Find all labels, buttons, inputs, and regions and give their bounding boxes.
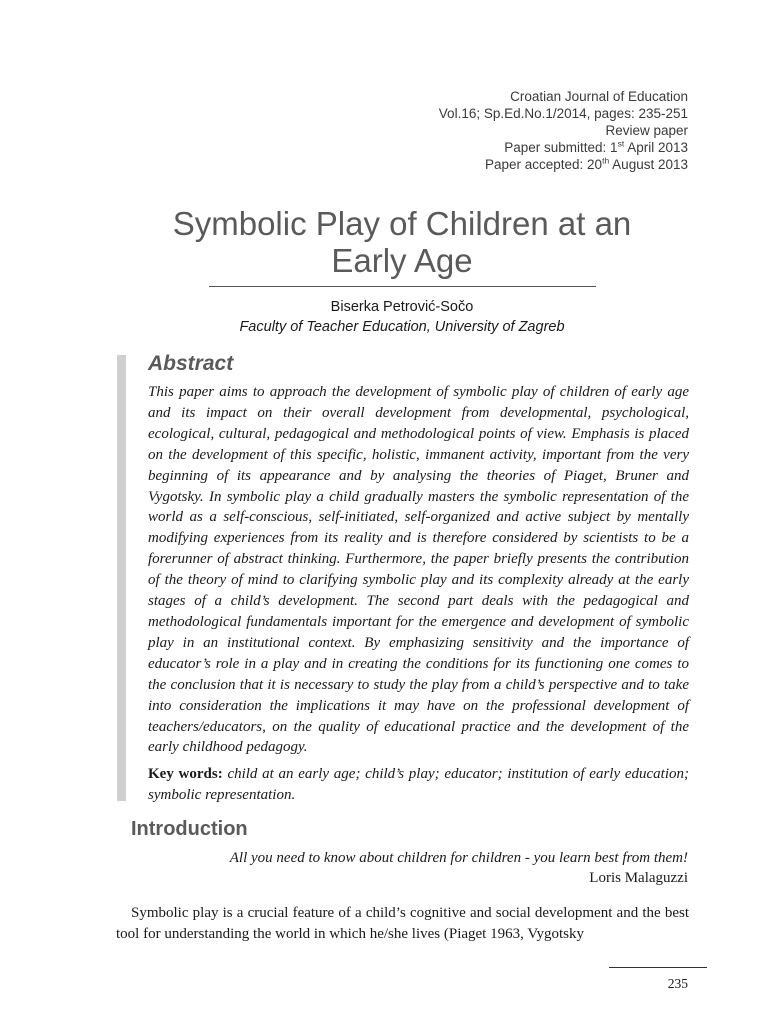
abstract-text: This paper aims to approach the development of symbolic play of children of early age and its impact on their overall development from developmental, psychological, ecological, cultural, pedagogical and methodological points of view. Emphasis is placed on the development of this specific, holistic, immanent activity, important from the very beginning of its appearance and by analysing the theories of Piaget, Bruner and Vygotsky. In symbolic play a child gradually masters the symbolic representation of the world as a self-conscious, self-initiated, self-organized and active subject by mentally modifying experiences from its reality and is therefore considered by scientists to be a forerunner of abstract thinking. Furthermore, the paper briefly presents the contribution of the theory of mind to clarifying symbolic play and its complexity already at the early stages of a child’s development. The second part deals with the pedagogical and methodological fundamentals important for the emergence and development of symbolic play in an institutional context. By emphasizing sensitivity and the importance of educator’s role in a play and in creating the conditions for its functioning one comes to the conclusion that it is necessary to study the play from a child’s perspective and to take into consideration the implications it may have on the professional development of teachers/educators, on the quality of educational practice and the development of the early childhood pedagogy.	[148, 384, 689, 756]
title-line-1: Symbolic Play of Children at an	[172, 205, 632, 242]
article-title	[0, 205, 768, 279]
epigraph-author: Loris Malaguzzi	[589, 870, 688, 886]
submitted-prefix: Paper submitted: 1	[504, 140, 618, 155]
submitted-suffix: April 2013	[624, 140, 688, 155]
accepted-prefix: Paper accepted: 20	[484, 157, 603, 172]
paper-type: Review paper	[605, 123, 688, 138]
keywords-label: Key words:	[148, 766, 223, 782]
accepted-suffix: August 2013	[609, 157, 688, 172]
submitted-sup: st	[617, 138, 625, 149]
accepted-sup: th	[602, 155, 610, 166]
accepted-date	[439, 156, 688, 173]
epigraph	[230, 848, 688, 888]
journal-volume: Vol.16; Sp.Ed.No.1/2014, pages: 235-251	[438, 106, 688, 121]
abstract-heading: Abstract	[148, 352, 234, 375]
abstract-sidebar-bar	[117, 355, 126, 801]
title-divider	[209, 286, 596, 287]
author-affiliation: Faculty of Teacher Education, University of Zagreb	[239, 319, 565, 335]
submitted-date	[439, 139, 688, 156]
epigraph-quote: All you need to know about children for children - you learn best from them!	[229, 850, 688, 866]
footer-rule	[609, 967, 707, 968]
introduction-paragraph: Symbolic play is a crucial feature of a child’s cognitive and social development and the best tool for understanding the world in which he/she lives (Piaget 1963, Vygotsky	[116, 905, 689, 942]
page-number: 235	[667, 976, 688, 991]
author-name: Biserka Petrović-Sočo	[330, 299, 474, 315]
journal-name: Croatian Journal of Education	[510, 89, 688, 104]
title-line-2: Early Age	[331, 242, 473, 279]
introduction-heading: Introduction	[131, 818, 248, 840]
journal-meta	[439, 88, 688, 173]
keywords	[148, 764, 689, 806]
keywords-text: child at an early age; child’s play; educator; institution of early education; symbolic representation.	[148, 766, 689, 803]
